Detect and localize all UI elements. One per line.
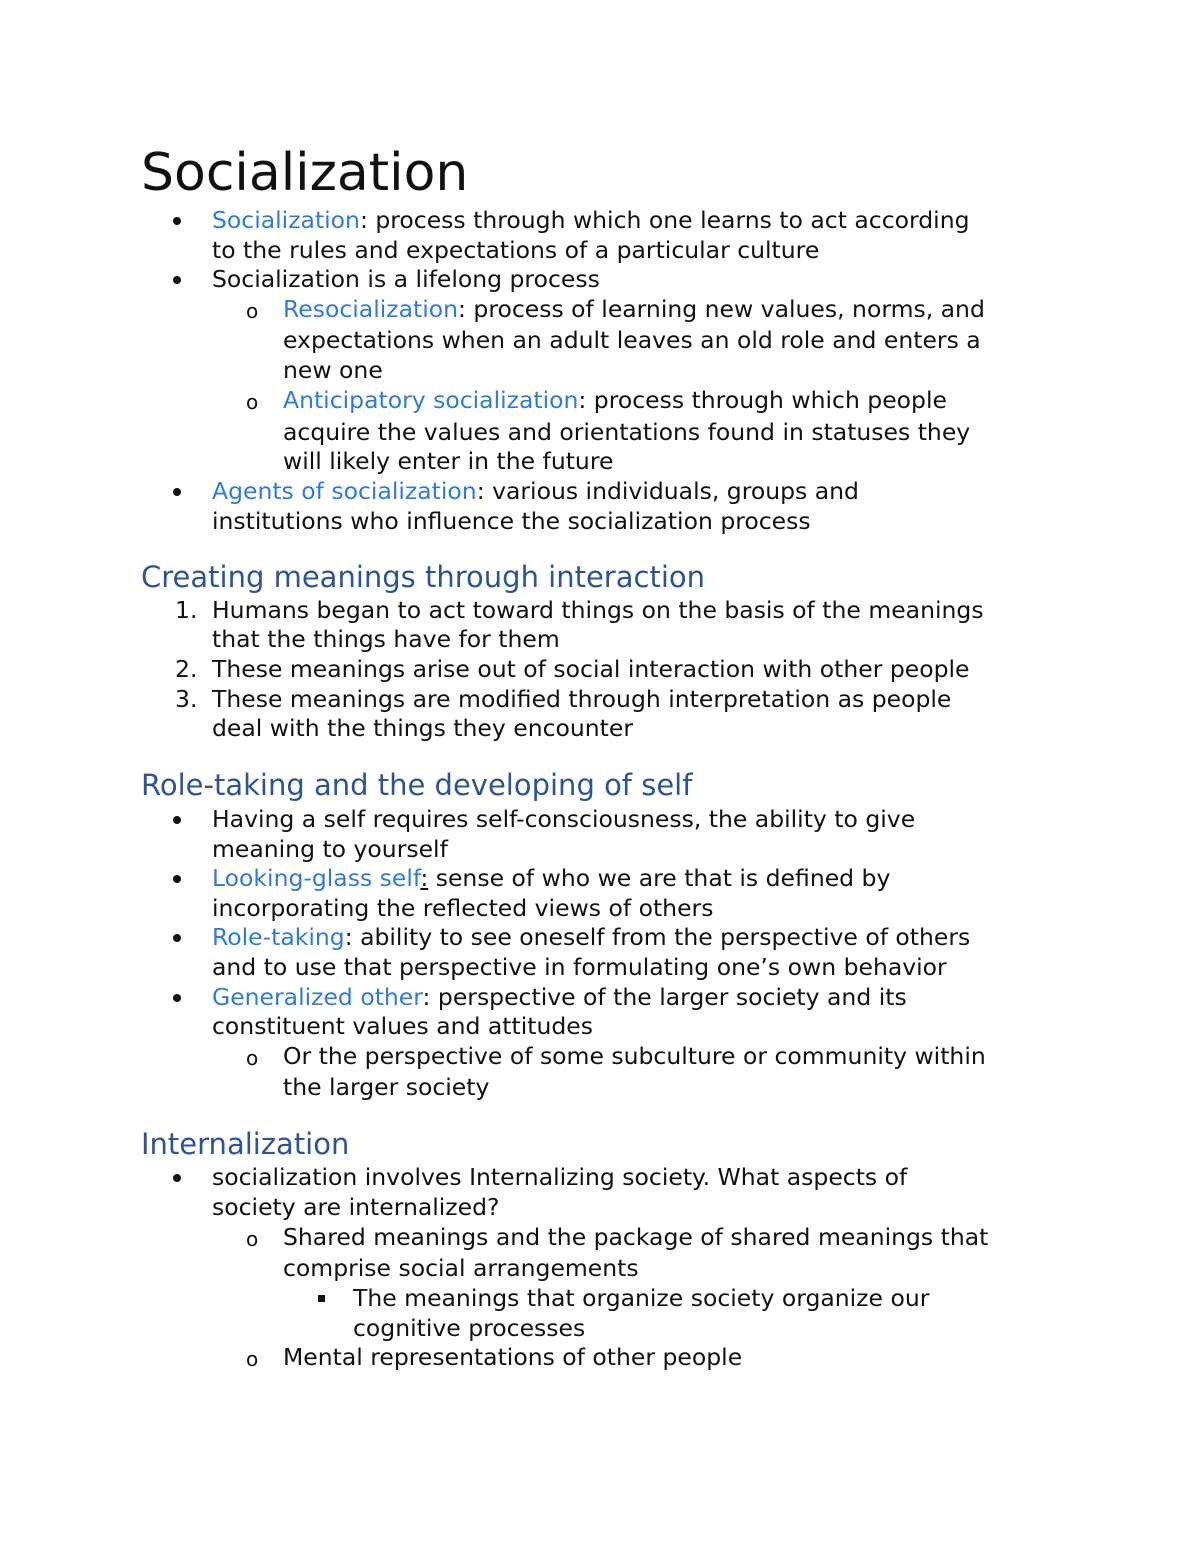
circle-bullet-marker: o bbox=[246, 1046, 259, 1070]
bullet-marker bbox=[173, 205, 181, 225]
item-text: meaning to yourself bbox=[212, 835, 448, 863]
page-title: Socialization bbox=[141, 143, 469, 203]
item-text: comprise social arrangements bbox=[283, 1254, 639, 1282]
item-text: the larger society bbox=[283, 1073, 490, 1101]
circle-bullet-marker: o bbox=[246, 1227, 259, 1251]
list-item: socialization involves Internalizing society. What aspects of bbox=[212, 1163, 908, 1191]
list-number: 1. bbox=[175, 596, 198, 624]
item-text: constituent values and attitudes bbox=[212, 1012, 593, 1040]
list-item bbox=[212, 863, 890, 893]
item-text: to the rules and expectations of a particular culture bbox=[212, 236, 820, 264]
list-item: Or the perspective of some subculture or community within bbox=[283, 1042, 986, 1070]
list-item: Mental representations of other people bbox=[283, 1343, 743, 1371]
square-bullet-marker bbox=[318, 1283, 325, 1302]
list-item: Having a self requires self-consciousness, the ability to give bbox=[212, 805, 916, 833]
term-socialization: Socialization bbox=[212, 206, 360, 234]
circle-bullet-marker: o bbox=[246, 390, 259, 414]
list-number: 2. bbox=[175, 655, 198, 683]
item-text: cognitive processes bbox=[353, 1314, 586, 1342]
list-item bbox=[283, 294, 985, 324]
item-text: : process through which people bbox=[578, 386, 947, 414]
bullet-marker bbox=[173, 264, 181, 284]
list-item: These meanings are modified through interpretation as people bbox=[212, 685, 952, 713]
bullet-marker bbox=[173, 476, 181, 496]
item-text: new one bbox=[283, 356, 383, 384]
list-item bbox=[212, 922, 970, 952]
list-item: Shared meanings and the package of shared meanings that bbox=[283, 1223, 989, 1251]
list-item bbox=[212, 476, 859, 506]
item-text: institutions who influence the socialization process bbox=[212, 507, 811, 535]
list-item: Socialization is a lifelong process bbox=[212, 265, 600, 293]
item-text: acquire the values and orientations found in statuses they bbox=[283, 418, 971, 446]
circle-bullet-marker: o bbox=[246, 1347, 259, 1371]
item-text: deal with the things they encounter bbox=[212, 714, 634, 742]
section-heading: Role-taking and the developing of self bbox=[141, 768, 693, 802]
item-text: incorporating the reflected views of others bbox=[212, 894, 714, 922]
underlined-colon: : bbox=[420, 864, 429, 892]
list-item bbox=[283, 385, 947, 415]
item-text: and to use that perspective in formulating one’s own behavior bbox=[212, 953, 947, 981]
bullet-marker bbox=[173, 922, 181, 942]
section-heading: Internalization bbox=[141, 1127, 350, 1161]
item-text: will likely enter in the future bbox=[283, 447, 614, 475]
item-text: expectations when an adult leaves an old role and enters a bbox=[283, 326, 981, 354]
bullet-marker bbox=[173, 982, 181, 1002]
list-item: The meanings that organize society organize our bbox=[353, 1284, 930, 1312]
bullet-marker bbox=[173, 804, 181, 824]
term-role-taking: Role-taking bbox=[212, 923, 345, 951]
item-text: that the things have for them bbox=[212, 625, 560, 653]
term-anticipatory-socialization: Anticipatory socialization bbox=[283, 386, 579, 414]
item-text: : various individuals, groups and bbox=[476, 477, 859, 505]
item-text: : process of learning new values, norms, and bbox=[458, 295, 985, 323]
item-text: society are internalized? bbox=[212, 1193, 500, 1221]
bullet-marker bbox=[173, 863, 181, 883]
circle-bullet-marker: o bbox=[246, 299, 259, 323]
list-item bbox=[212, 205, 970, 235]
term-generalized-other: Generalized other bbox=[212, 983, 423, 1011]
list-number: 3. bbox=[175, 685, 198, 713]
item-text: : process through which one learns to act according bbox=[359, 206, 970, 234]
list-item bbox=[212, 982, 907, 1012]
item-text: sense of who we are that is defined by bbox=[428, 864, 891, 892]
term-resocialization: Resocialization bbox=[283, 295, 459, 323]
section-heading: Creating meanings through interaction bbox=[141, 560, 705, 594]
bullet-marker bbox=[173, 1162, 181, 1182]
list-item: These meanings arise out of social interaction with other people bbox=[212, 655, 970, 683]
list-item: Humans began to act toward things on the basis of the meanings bbox=[212, 596, 984, 624]
term-agents-of-socialization: Agents of socialization bbox=[212, 477, 477, 505]
item-text: : perspective of the larger society and its bbox=[422, 983, 907, 1011]
term-looking-glass-self: Looking-glass self bbox=[212, 864, 421, 892]
item-text: : ability to see oneself from the perspective of others bbox=[344, 923, 971, 951]
